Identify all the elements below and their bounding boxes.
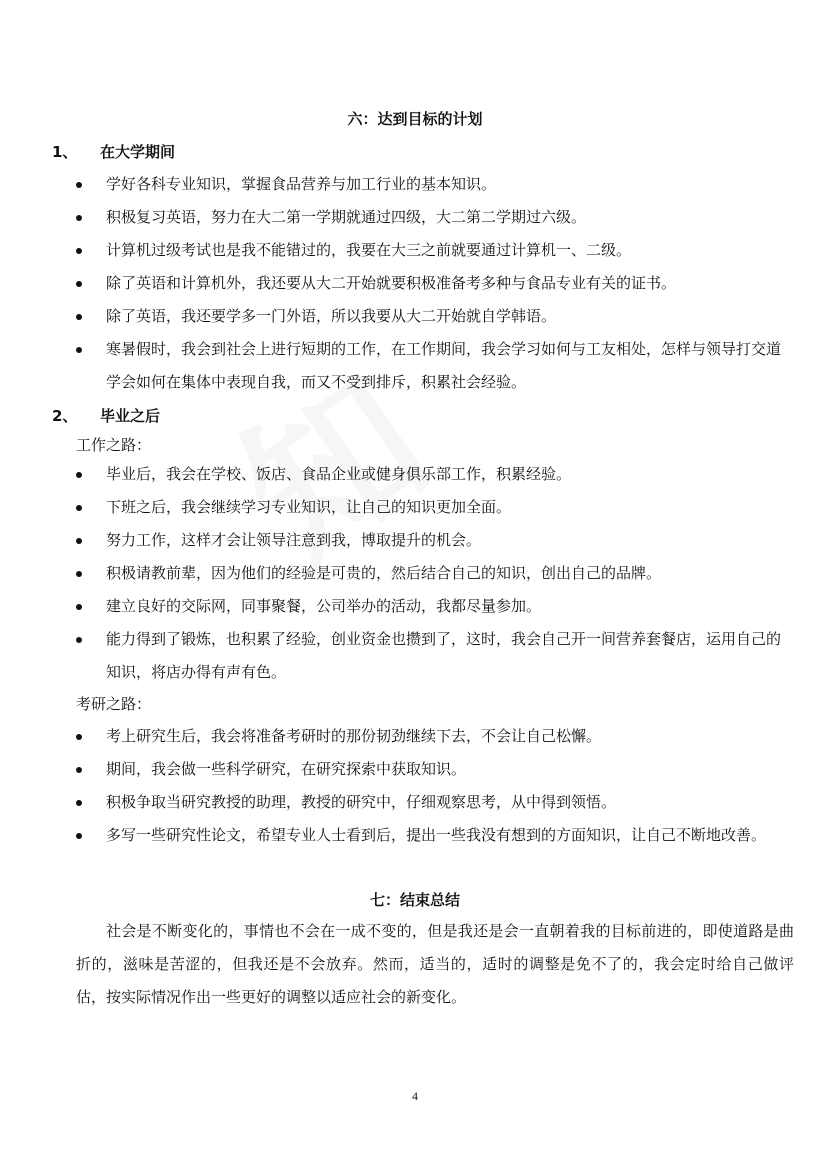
list-item (76, 201, 794, 234)
list-item (76, 819, 794, 852)
list-item-text: 寒暑假时，我会到社会上进行短期的工作，在工作期间，我会学习如何与工友相处，怎样与领导打交道学会如何在集体中表现自我，而又不受到排斥，积累社会经验。 (106, 340, 782, 391)
list-item (76, 623, 794, 689)
list-item (76, 300, 794, 333)
list-item-text: 下班之后，我会继续学习专业知识，让自己的知识更加全面。 (106, 498, 512, 516)
bullet-icon (76, 734, 82, 740)
bullet-icon (76, 281, 82, 287)
part-1-heading (52, 141, 175, 162)
list-item (76, 267, 794, 300)
list-item-text: 积极请教前辈，因为他们的经验是可贵的，然后结合自己的知识，创出自己的品牌。 (106, 564, 662, 582)
list-item-text: 除了英语，我还要学多一门外语，所以我要从大二开始就自学韩语。 (106, 307, 557, 325)
section-7-title: 七：结束总结 (369, 891, 460, 909)
list-item (76, 557, 794, 590)
bullet-icon (76, 182, 82, 188)
part-1-list (76, 168, 794, 399)
list-item-text: 积极争取当研究教授的助理，教授的研究中，仔细观察思考，从中得到领悟。 (106, 793, 617, 811)
bullet-icon (76, 538, 82, 544)
work-path-heading: 工作之路： (76, 436, 152, 454)
bullet-icon (76, 347, 82, 353)
list-item-text: 除了英语和计算机外，我还要从大二开始就要积极准备考多种与食品专业有关的证书。 (106, 274, 677, 292)
work-path-list (76, 458, 794, 689)
bullet-icon (76, 604, 82, 610)
bullet-icon (76, 800, 82, 806)
list-item-text: 能力得到了锻炼，也积累了经验，创业资金也攒到了，这时，我会自己开一间营养套餐店，运用自己的知识，将店办得有声有色。 (106, 630, 782, 681)
list-item (76, 168, 794, 201)
list-item-text: 学好各科专业知识，掌握食品营养与加工行业的基本知识。 (106, 175, 497, 193)
bullet-icon (76, 314, 82, 320)
part-2-number: 2、 (52, 407, 78, 425)
list-item (76, 753, 794, 786)
list-item (76, 720, 794, 753)
page-number: 4 (412, 1089, 418, 1103)
list-item-text: 积极复习英语，努力在大二第一学期就通过四级，大二第二学期过六级。 (106, 208, 587, 226)
list-item (76, 786, 794, 819)
bullet-icon (76, 833, 82, 839)
list-item-text: 计算机过级考试也是我不能错过的，我要在大三之前就要通过计算机一、二级。 (106, 241, 632, 259)
bullet-icon (76, 215, 82, 221)
bullet-icon (76, 637, 82, 643)
bullet-icon (76, 248, 82, 254)
list-item-text: 期间，我会做一些科学研究，在研究探索中获取知识。 (106, 760, 467, 778)
bullet-icon (76, 767, 82, 773)
list-item-text: 考上研究生后，我会将准备考研时的那份韧劲继续下去，不会让自己松懈。 (106, 727, 602, 745)
list-item (76, 458, 794, 491)
list-item (76, 524, 794, 557)
bullet-icon (76, 571, 82, 577)
part-1-title: 在大学期间 (100, 143, 176, 161)
bullet-icon (76, 505, 82, 511)
list-item-text: 毕业后，我会在学校、饭店、食品企业或健身俱乐部工作，积累经验。 (106, 465, 572, 483)
list-item (76, 491, 794, 524)
list-item-text: 努力工作，这样才会让领导注意到我，博取提升的机会。 (106, 531, 482, 549)
list-item-text: 建立良好的交际网，同事聚餐，公司举办的活动，我都尽量参加。 (106, 597, 542, 615)
section-6-title: 六：达到目标的计划 (347, 110, 483, 128)
list-item (76, 333, 794, 399)
part-2-heading (52, 405, 160, 426)
study-path-heading: 考研之路： (76, 695, 152, 713)
list-item-text: 多写一些研究性论文，希望专业人士看到后，提出一些我没有想到的方面知识，让自己不断地改善。 (106, 826, 767, 844)
list-item (76, 234, 794, 267)
part-1-number: 1、 (52, 143, 78, 161)
list-item (76, 590, 794, 623)
part-2-title: 毕业之后 (100, 407, 161, 425)
study-path-list (76, 720, 794, 852)
bullet-icon (76, 472, 82, 478)
conclusion-paragraph: 社会是不断变化的，事情也不会在一成不变的，但是我还是会一直朝着我的目标前进的，即使道路是曲折的，滋味是苦涩的，但我还是不会放弃。然而，适当的，适时的调整是免不了的，我会定时给自己做评估，按实际情况作出一些更好的调整以适应社会的新变化。 (76, 922, 794, 1006)
